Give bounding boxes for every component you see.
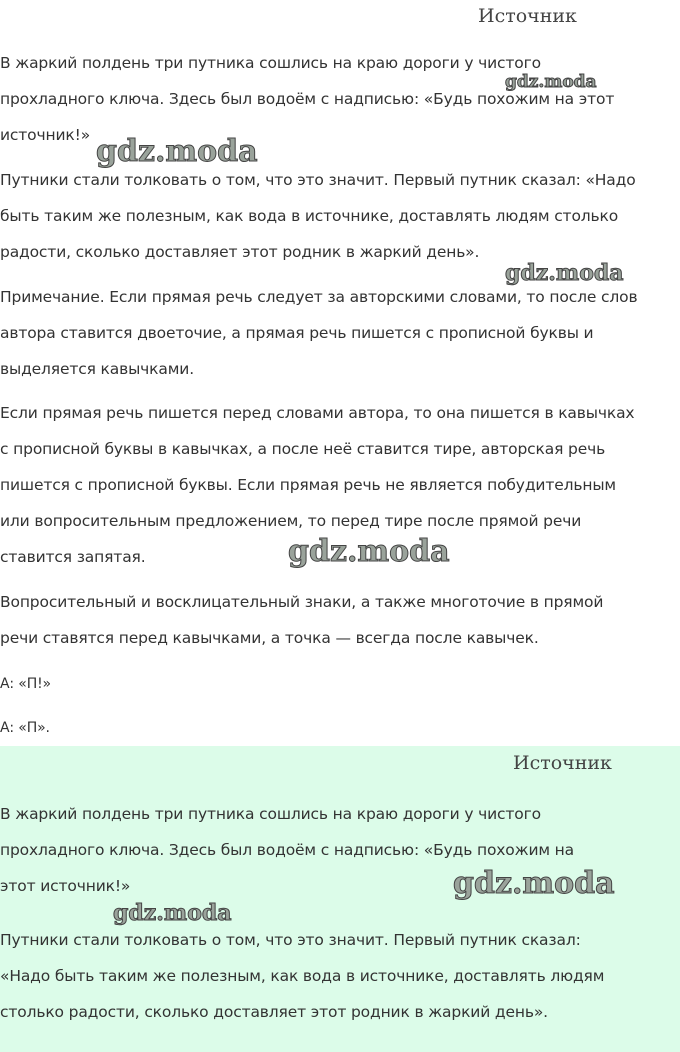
text-title: Источник [513, 752, 612, 774]
paragraph-first-traveler: Путники стали толковать о том, что это значит. Первый путник сказал: «Надо быть таким же полезным, как вода в источнике, доставлять людям столько радости, сколько доставляет этот родник в жаркий день». [0, 931, 605, 1021]
watermark-logo: gdz.moda [113, 900, 232, 926]
corrected-text-section [0, 746, 680, 1052]
watermark-logo: gdz.moda [288, 534, 450, 569]
paragraph-note-punctuation: Вопросительный и восклицательный знаки, а также многоточие в прямой речи ставятся перед кавычками, а точка — всегда после кавычек. [0, 593, 604, 647]
scheme-exclamation: А: «П!» [0, 676, 51, 692]
watermark-logo: gdz.moda [505, 260, 624, 286]
paragraph-note-colon: Примечание. Если прямая речь следует за авторскими словами, то после слов автора ставится двоеточие, а прямая речь пишется с прописной буквы и выделяется кавычками. [0, 288, 638, 378]
watermark-logo: gdz.moda [96, 134, 258, 169]
text-title: Источник [478, 5, 577, 27]
scheme-period: А: «П». [0, 720, 50, 736]
paragraph-intro: В жаркий полдень три путника сошлись на краю дороги у чистого прохладного ключа. Здесь был водоём с надписью: «Будь похожим на этот источник!» [0, 805, 575, 895]
paragraph-intro: В жаркий полдень три путника сошлись на краю дороги у чистого прохладного ключа. Здесь был водоём с надписью: «Будь похожим на этот источник!» [0, 54, 615, 144]
paragraph-note-dash: Если прямая речь пишется перед словами автора, то она пишется в кавычках с прописной буквы в кавычках, а после неё ставится тире, авторская речь пишется с прописной буквы. Если прямая речь не является побудительным или вопросительным предложением, то перед тире после прямой речи ставится запятая. [0, 404, 635, 566]
watermark-logo: gdz.moda [505, 72, 597, 92]
watermark-logo: gdz.moda [453, 866, 615, 901]
paragraph-first-traveler: Путники стали толковать о том, что это значит. Первый путник сказал: «Надо быть таким же полезным, как вода в источнике, доставлять людям столько радости, сколько доставляет этот родник в жаркий день». [0, 171, 636, 261]
